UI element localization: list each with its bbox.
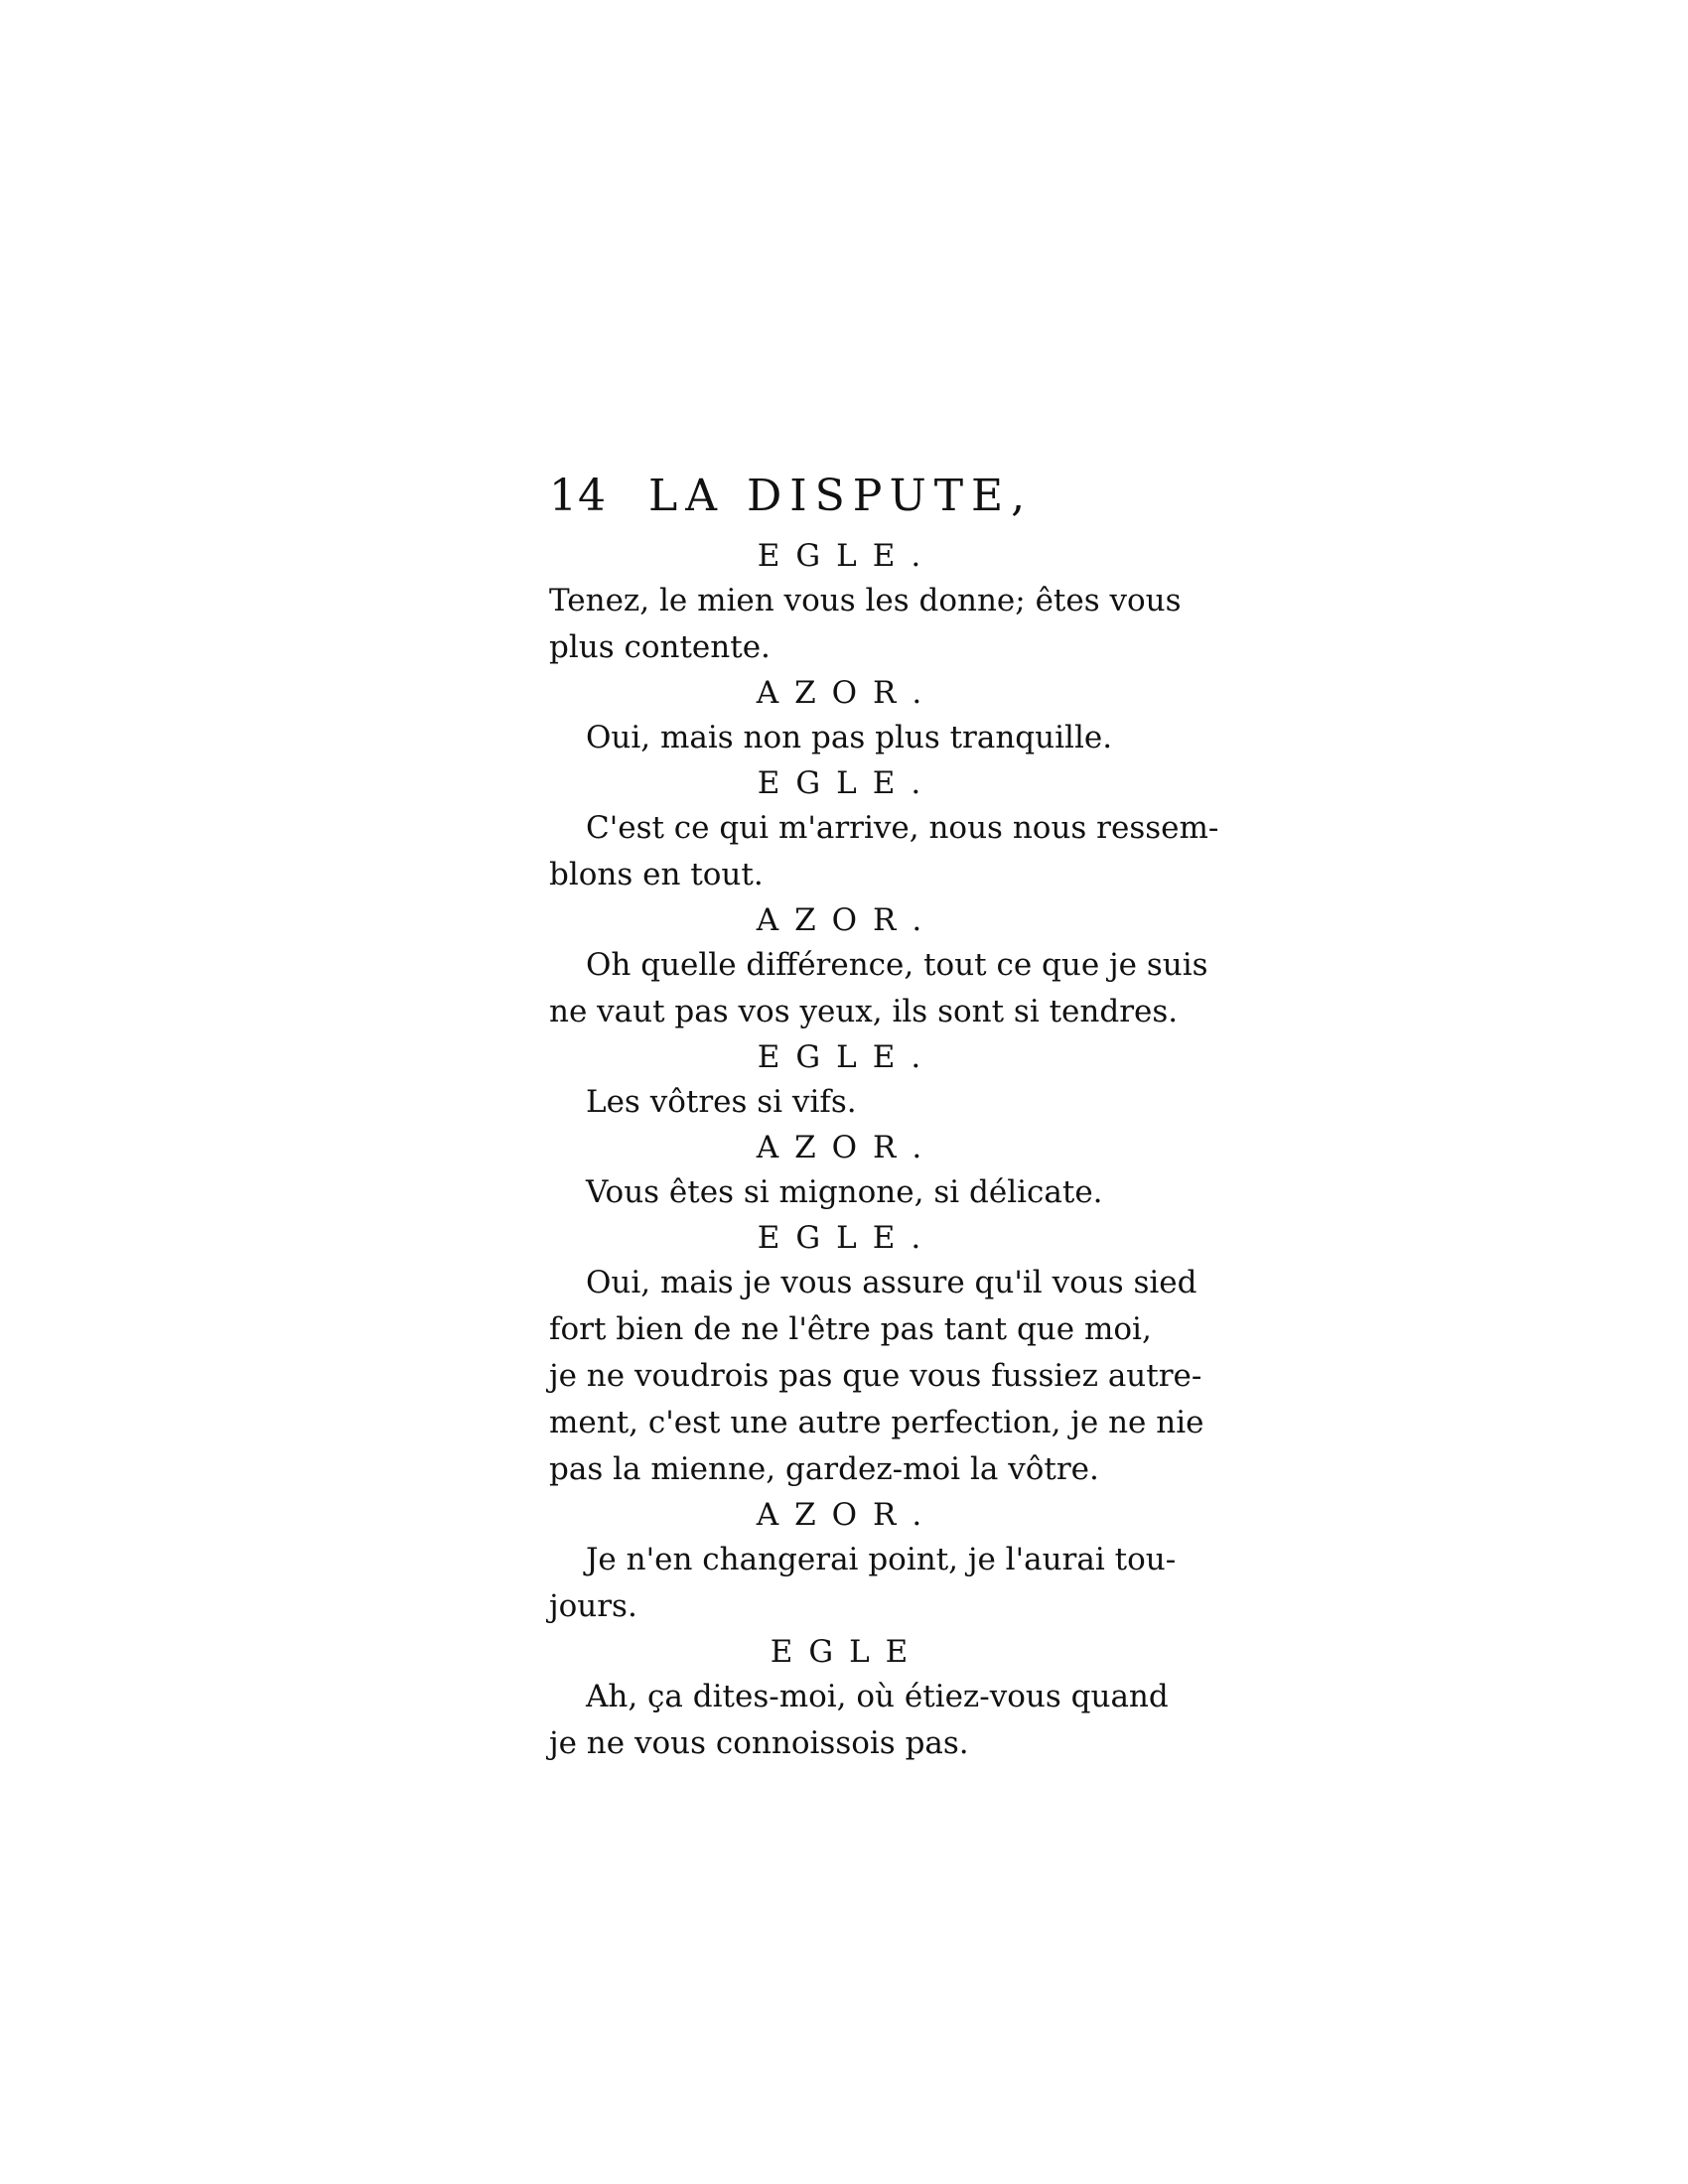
speaker-name: EGLE. (757, 765, 937, 801)
dialogue-text (549, 534, 1219, 1767)
speech-line: C'est ce qui m'arrive, nous nous ressem- (586, 810, 1219, 846)
speech-line: Les vôtres si vifs. (586, 1084, 857, 1120)
speaker-name: AZOR. (756, 1497, 938, 1533)
speech-line: ment, c'est une autre perfection, je ne nie (549, 1405, 1204, 1440)
speech-text (549, 1260, 1204, 1493)
speech-text (549, 1674, 1169, 1767)
speech-text (549, 578, 1182, 671)
speech-text (549, 1079, 1145, 1126)
dialogue-turn (549, 671, 1145, 761)
dialogue-turn (549, 1630, 1169, 1767)
dialogue-turn (549, 1493, 1177, 1630)
page-header (549, 467, 1145, 526)
speech-text (549, 715, 1145, 761)
speech-text (549, 1169, 1145, 1216)
dialogue-turn (549, 534, 1182, 671)
speaker-name: EGLE. (757, 1220, 937, 1256)
speech-text (549, 1537, 1177, 1630)
speaker-name: AZOR. (756, 675, 938, 711)
speech-line: jours. (549, 1588, 637, 1624)
speech-line: Vous êtes si mignone, si délicate. (586, 1174, 1103, 1210)
dialogue-turn (549, 898, 1208, 1035)
speech-line: Ah, ça dites-moi, où étiez-vous quand (586, 1679, 1169, 1714)
speech-line: pas la mienne, gardez-moi la vôtre. (549, 1451, 1099, 1487)
speaker-name: AZOR. (756, 902, 938, 938)
speech-line: je ne vous connoissois pas. (549, 1725, 969, 1761)
speaker-name: EGLE (770, 1634, 924, 1670)
speech-line: ne vaut pas vos yeux, ils sont si tendres. (549, 994, 1179, 1029)
speech-line: Je n'en changerai point, je l'aurai tou- (586, 1542, 1177, 1577)
speech-line: fort bien de ne l'être pas tant que moi, (549, 1311, 1152, 1347)
speaker-name: AZOR. (756, 1130, 938, 1165)
dialogue-turn (549, 1035, 1145, 1126)
dialogue-turn (549, 761, 1219, 898)
running-title: LA DISPUTE, (648, 471, 1034, 521)
speech-line: Oui, mais je vous assure qu'il vous sied (586, 1265, 1197, 1300)
page-number: 14 (549, 471, 607, 521)
speech-text (549, 805, 1219, 898)
speaker-name: EGLE. (757, 1039, 937, 1075)
speech-line: Tenez, le mien vous les donne; êtes vous (549, 583, 1182, 618)
speech-line: Oh quelle différence, tout ce que je suis (586, 947, 1208, 983)
speaker-name: EGLE. (757, 538, 937, 574)
speech-line: Oui, mais non pas plus tranquille. (586, 720, 1113, 755)
speech-line: plus contente. (549, 629, 771, 665)
speech-text (549, 942, 1208, 1035)
dialogue-turn (549, 1216, 1204, 1493)
speech-line: blons en tout. (549, 857, 764, 892)
speech-line: je ne voudrois pas que vous fussiez autre- (549, 1358, 1202, 1394)
dialogue-turn (549, 1126, 1145, 1216)
